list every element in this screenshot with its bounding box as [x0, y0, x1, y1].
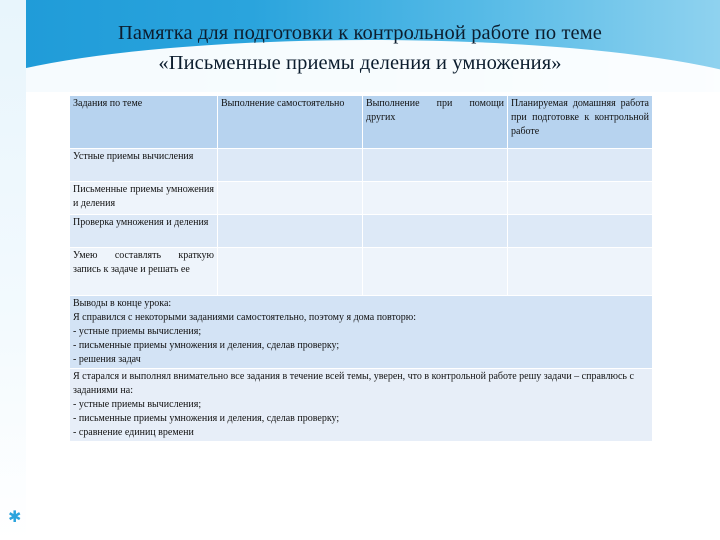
conclusion-1-line: - решения задач	[73, 354, 141, 365]
conclusion-1-line: Выводы в конце урока:	[73, 298, 172, 309]
conclusion-1-line: Я справился с некоторыми заданиями самостоятельно, поэтому я дома повторю:	[73, 312, 417, 323]
slide-title-line2: «Письменные приемы деления и умножения»	[158, 52, 562, 74]
conclusion-2-line: - письменные приемы умножения и деления, сделав проверку;	[73, 413, 340, 424]
left-decoration	[0, 0, 26, 540]
conclusion-2	[70, 369, 653, 442]
task-oral-calc: Устные приемы вычисления	[70, 149, 218, 182]
table-row	[70, 215, 653, 248]
header-tasks: Задания по теме	[70, 96, 218, 149]
conclusion-row-2	[70, 369, 653, 442]
cell-with-help[interactable]	[363, 182, 508, 215]
cell-homework[interactable]	[508, 149, 653, 182]
cell-self[interactable]	[218, 215, 363, 248]
star-icon: ✱	[8, 507, 22, 526]
conclusion-2-line: Я старался и выполнял внимательно все задания в течение всей темы, уверен, что в контрольной работе решу задачи – справлюсь с заданиями на:	[73, 371, 634, 396]
cell-with-help[interactable]	[363, 149, 508, 182]
table-header-row	[70, 96, 653, 149]
conclusion-2-line: - устные приемы вычисления;	[73, 399, 202, 410]
cell-with-help[interactable]	[363, 215, 508, 248]
slide-title-line1: Памятка для подготовки к контрольной работе по теме	[117, 22, 603, 44]
cell-with-help[interactable]	[363, 248, 508, 296]
cell-homework[interactable]	[508, 182, 653, 215]
cell-self[interactable]	[218, 248, 363, 296]
task-check: Проверка умножения и деления	[70, 215, 218, 248]
cell-self[interactable]	[218, 149, 363, 182]
conclusion-row-1	[70, 296, 653, 369]
memo-table	[69, 95, 653, 442]
task-written-calc: Письменные приемы умножения и деления	[70, 182, 218, 215]
table-row	[70, 182, 653, 215]
table-row	[70, 248, 653, 296]
cell-homework[interactable]	[508, 248, 653, 296]
slide-title	[40, 18, 680, 78]
conclusion-2-line: - сравнение единиц времени	[73, 427, 194, 438]
header-with-help: Выполнение при помощи других	[363, 96, 508, 149]
table-row	[70, 149, 653, 182]
header-self: Выполнение самостоятельно	[218, 96, 363, 149]
cell-homework[interactable]	[508, 215, 653, 248]
conclusion-1	[70, 296, 653, 369]
cell-self[interactable]	[218, 182, 363, 215]
header-homework: Планируемая домашняя работа при подготовке к контрольной работе	[508, 96, 653, 149]
task-problem: Умею составлять краткую запись к задаче и решать ее	[70, 248, 218, 296]
conclusion-1-line: - устные приемы вычисления;	[73, 326, 202, 337]
conclusion-1-line: - письменные приемы умножения и деления, сделав проверку;	[73, 340, 340, 351]
